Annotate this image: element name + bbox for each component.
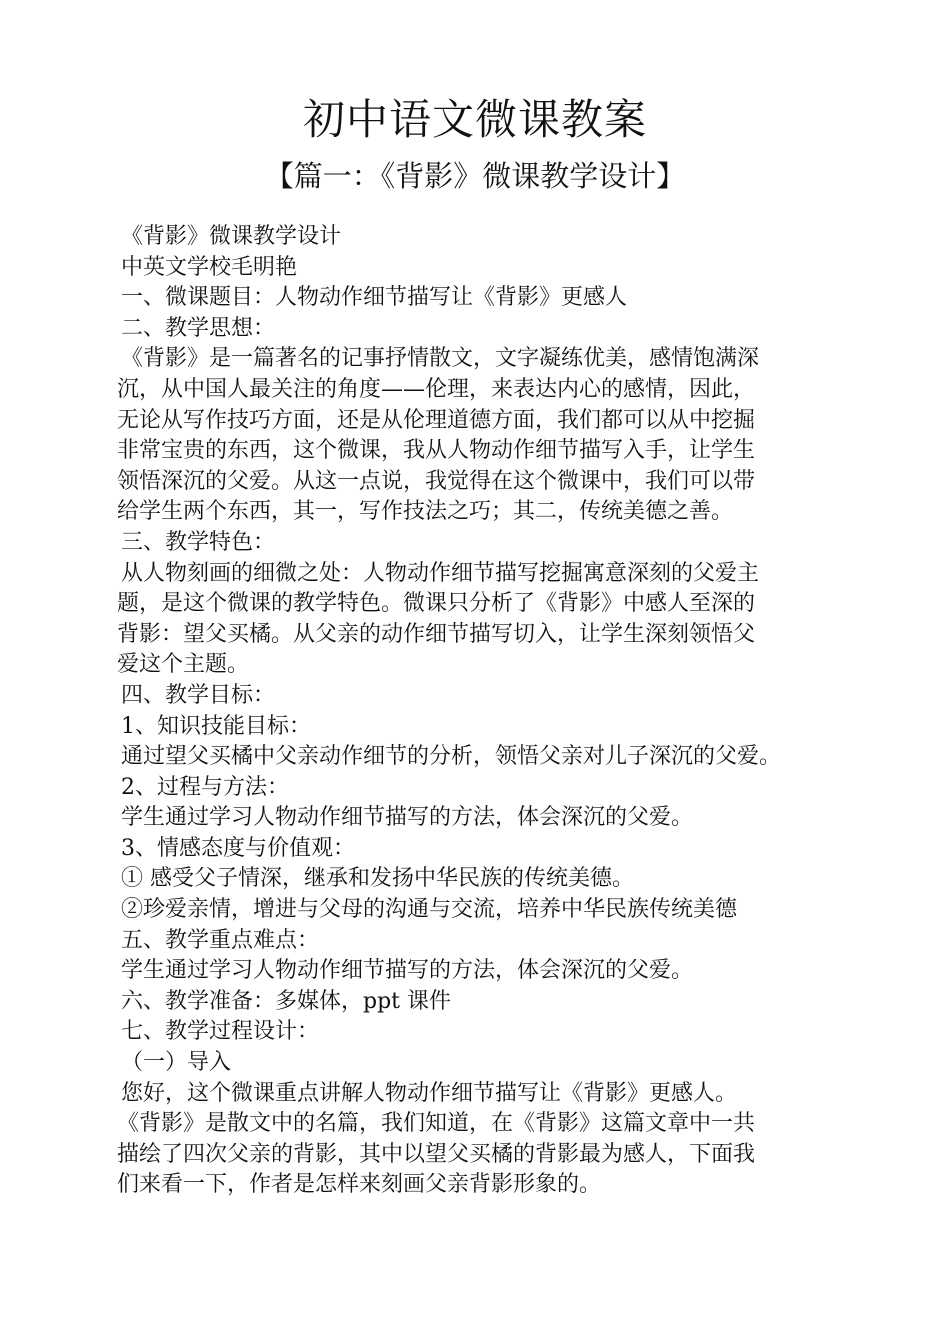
text-line: 沉，从中国人最关注的角度——伦理，来表达内心的感情，因此， (117, 376, 756, 402)
text-line: ②珍爱亲情，增进与父母的沟通与交流，培养中华民族传统美德 (121, 897, 738, 923)
text-line: 们来看一下，作者是怎样来刻画父亲背影形象的。 (117, 1172, 602, 1198)
text-line: 给学生两个东西，其一，写作技法之巧；其二，传统美德之善。 (117, 499, 734, 525)
text-line: 题，是这个微课的教学特色。微课只分析了《背影》中感人至深的 (117, 591, 756, 617)
text-line: 三、教学特色： (121, 529, 276, 555)
text-line: （一）导入 (121, 1050, 232, 1076)
text-line: 五、教学重点难点： (121, 927, 320, 953)
text-line: 一、微课题目：人物动作细节描写让《背影》更感人 (121, 285, 628, 311)
text-line: 从人物刻画的细微之处：人物动作细节描写挖掘寓意深刻的父爱主 (121, 560, 760, 586)
text-line: 四、教学目标： (121, 682, 276, 708)
text-line: 《背影》是散文中的名篇，我们知道，在《背影》这篇文章中一共 (117, 1111, 756, 1137)
text-line: 《背影》是一篇著名的记事抒情散文，文字凝练优美，感情饱满深 (121, 346, 760, 372)
text-line: 您好，这个微课重点讲解人物动作细节描写让《背影》更感人。 (121, 1080, 738, 1106)
text-line: 《背影》微课教学设计 (121, 224, 342, 249)
document-title: 初中语文微课教案 (302, 95, 647, 144)
text-line: 无论从写作技巧方面，还是从伦理道德方面，我们都可以从中挖掘 (117, 407, 756, 433)
text-line: 爱这个主题。 (117, 652, 250, 678)
text-line: 背影：望父买橘。从父亲的动作细节描写切入，让学生深刻领悟父 (117, 621, 756, 647)
text-line: 1、知识技能目标： (121, 713, 311, 739)
text-line: 通过望父买橘中父亲动作细节的分析，领悟父亲对儿子深沉的父爱。 (121, 744, 782, 770)
text-line: 二、教学思想： (121, 315, 276, 341)
text-line: 描绘了四次父亲的背影，其中以望父买橘的背影最为感人，下面我 (117, 1141, 756, 1167)
text-line: 学生通过学习人物动作细节描写的方法，体会深沉的父爱。 (121, 958, 694, 984)
document-subtitle: 【篇一：《背影》微课教学设计】 (264, 159, 686, 193)
text-line: 非常宝贵的东西，这个微课，我从人物动作细节描写入手，让学生 (117, 438, 756, 464)
text-line: 2、过程与方法： (121, 774, 289, 800)
text-line: ① 感受父子情深，继承和发扬中华民族的传统美德。 (121, 866, 634, 892)
text-line: 3、情感态度与价值观： (121, 835, 355, 861)
text-line: 学生通过学习人物动作细节描写的方法，体会深沉的父爱。 (121, 805, 694, 831)
text-line: 七、教学过程设计： (121, 1019, 320, 1045)
text-line: 中英文学校毛明艳 (121, 254, 298, 280)
text-line: 领悟深沉的父爱。从这一点说，我觉得在这个微课中，我们可以带 (117, 468, 756, 494)
text-line: 六、教学准备：多媒体，ppt 课件 (121, 988, 452, 1014)
document-body (117, 222, 857, 1201)
